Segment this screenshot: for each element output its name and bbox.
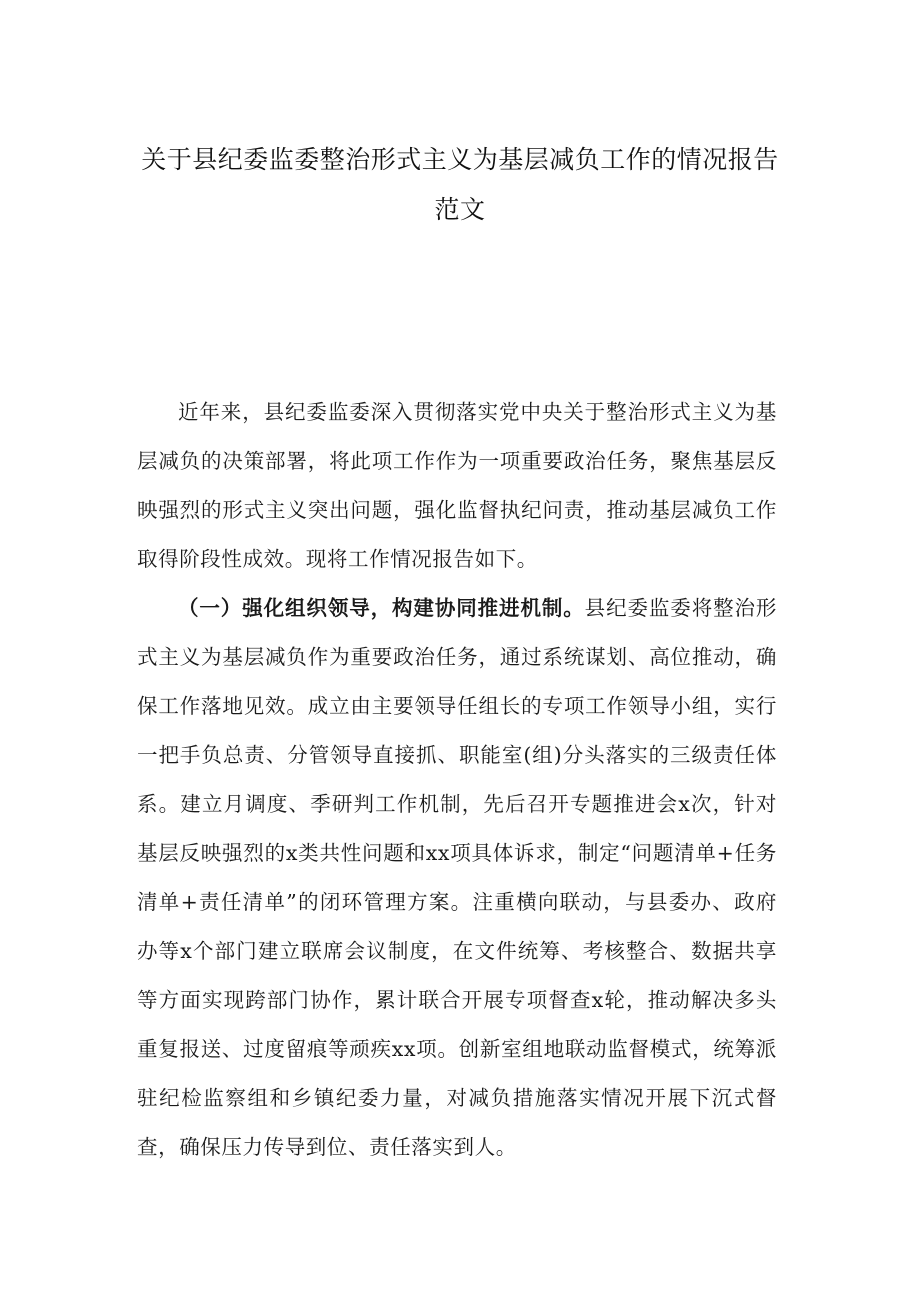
document-title-line-1: 关于县纪委监委整治形式主义为基层减负工作的情况报告 bbox=[141, 145, 779, 174]
body-paragraph-section-1 bbox=[137, 584, 777, 1172]
paragraph-text: 近年来，县纪委监委深入贯彻落实党中央关于整治形式主义为基层减负的决策部署，将此项工作作为一项重要政治任务，聚焦基层反映强烈的形式主义突出问题，强化监督执纪问责，推动基层减负工作取得阶段性成效。现将工作情况报告如下。 bbox=[137, 400, 777, 571]
paragraph-text: 县纪委监委将整治形式主义为基层减负作为重要政治任务，通过系统谋划、高位推动，确保工作落地见效。成立由主要领导任组长的专项工作领导小组，实行一把手负总责、分管领导直接抓、职能室(组)分头落实的三级责任体系。建立月调度、季研判工作机制，先后召开专题推进会x次，针对基层反映强烈的x类共性问题和xx项具体诉求，制定“问题清单+任务清单+责任清单”的闭环管理方案。注重横向联动，与县委办、政府办等x个部门建立联席会议制度，在文件统筹、考核整合、数据共享等方面实现跨部门协作，累计联合开展专项督查x轮，推动解决多头重复报送、过度留痕等顽疾xx项。创新室组地联动监督模式，统筹派驻纪检监察组和乡镇纪委力量，对减负措施落实情况开展下沉式督查，确保压力传导到位、责任落实到人。 bbox=[137, 596, 777, 1159]
document-title-line-2: 范文 bbox=[434, 195, 486, 224]
body-paragraph-intro bbox=[137, 388, 777, 584]
section-heading: （一）强化组织领导，构建协同推进机制。 bbox=[178, 596, 585, 620]
